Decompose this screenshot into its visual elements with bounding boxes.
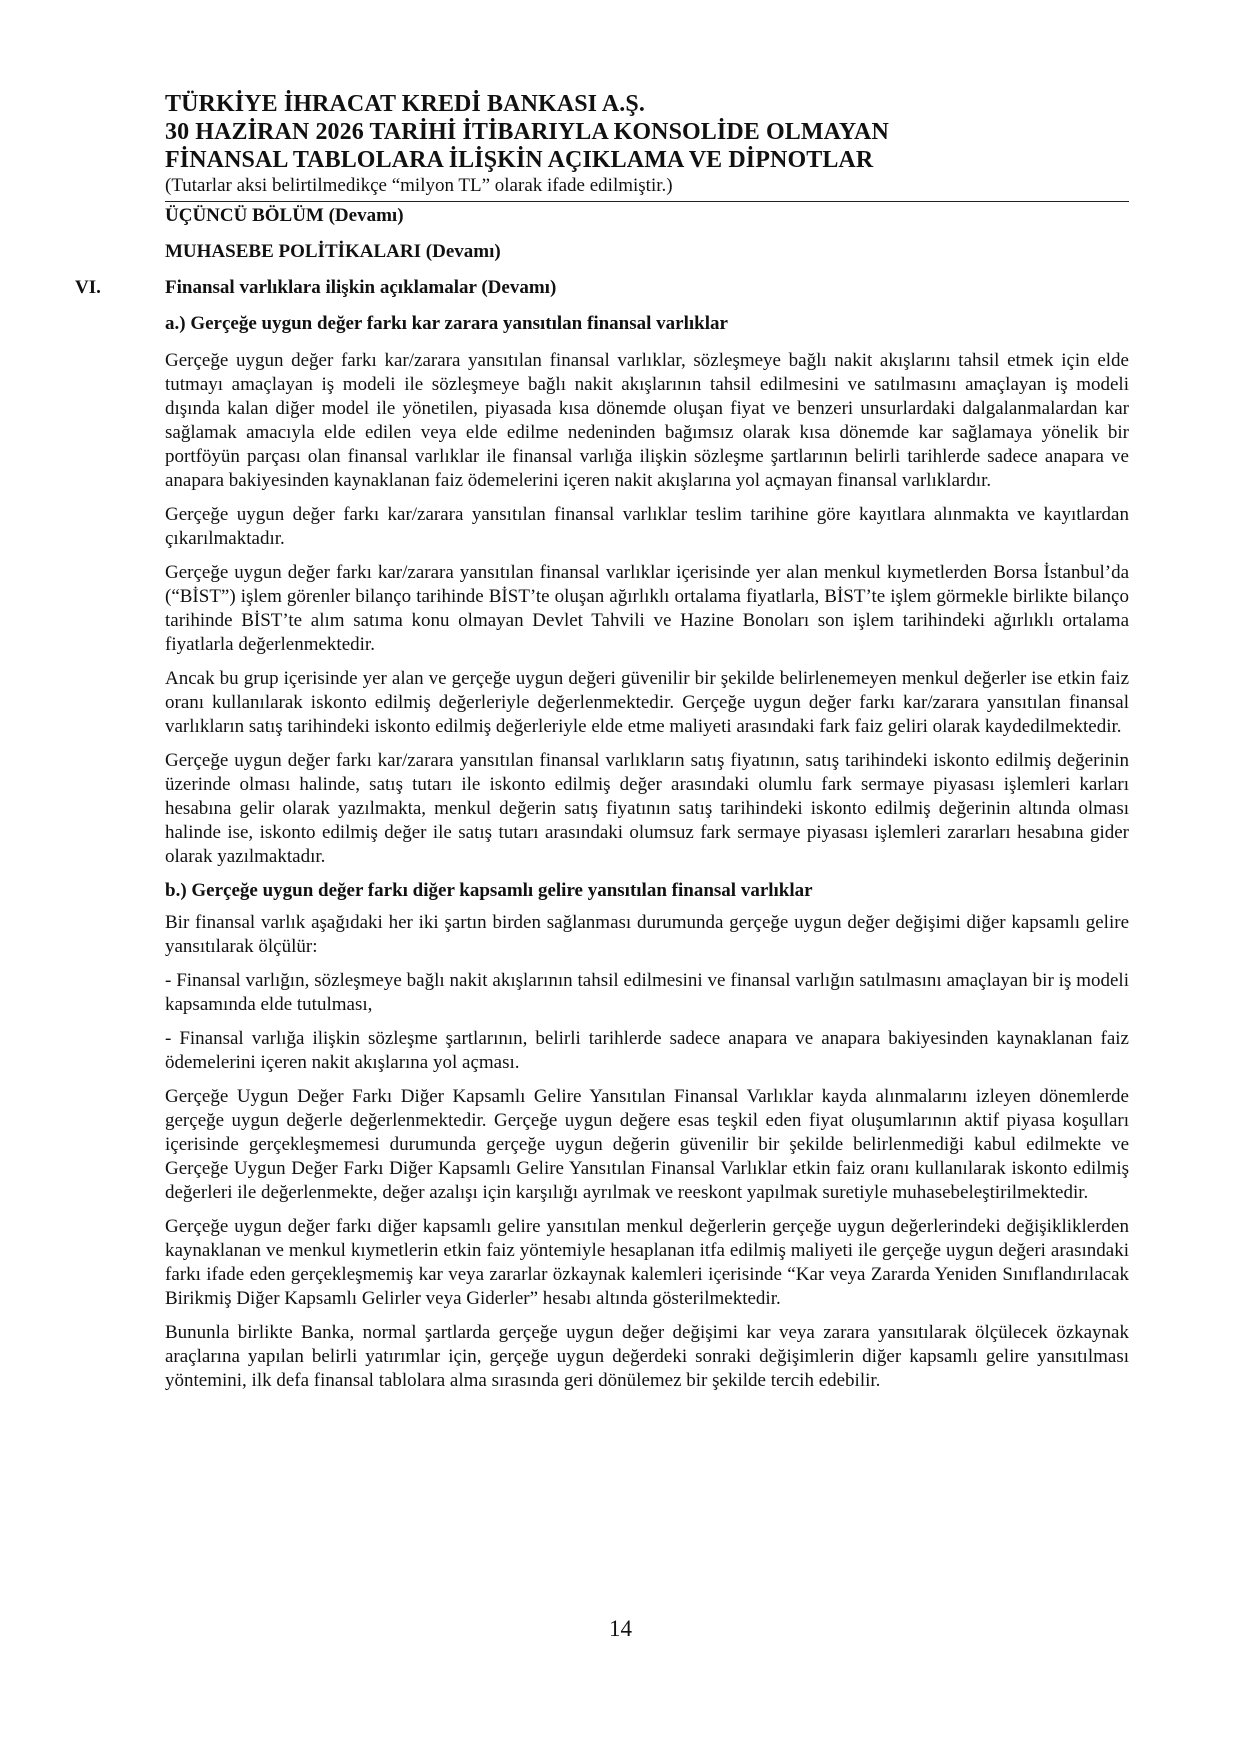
paragraph-a1: Gerçeğe uygun değer farkı kar/zarara yansıtılan finansal varlıklar, sözleşmeye bağlı nakit akışlarını tahsil etmek için elde tutmayı amaçlayan iş modeli ile sözleşmeye bağlı nakit akışlarının tahsil edilmesini ve satılmasını amaçlayan iş modeli dışında kalan diğer model ile yönetilen, piyasada kısa dönemde oluşan fiyat ve benzeri unsurlardaki dalgalanmalardan kar sağlamak amacıyla elde edilen veya elde edilme nedeninden bağımsız olarak kısa dönemde kar sağlamaya yönelik bir portföyün parçası olan finansal varlıklar ile finansal varlığa ilişkin sözleşme şartlarının belirli tarihlerde sadece anapara ve anapara bakiyesinden kaynaklanan faiz ödemelerini içeren nakit akışlarına yol açmayan finansal varlıklardır. <box>165 350 1129 491</box>
section-title: MUHASEBE POLİTİKALARI (Devamı) <box>165 241 501 262</box>
paragraph-a3: Gerçeğe uygun değer farkı kar/zarara yansıtılan finansal varlıklar içerisinde yer alan menkul kıymetlerden Borsa İstanbul’da (“BİST”) işlem görenler bilanço tarihinde BİST’te oluşan ağırlıklı ortalama fiyatlarla, BİST’te işlem görmekle birlikte bilanço tarihinde BİST’te alım satıma konu olmayan Devlet Tahvili ve Hazine Bonoları son işlem tarihindeki ağırlıklı ortalama fiyatlarla değerlenmektedir. <box>165 562 1129 655</box>
section-part: ÜÇÜNCÜ BÖLÜM (Devamı) <box>165 205 404 226</box>
paragraph-b4: Gerçeğe Uygun Değer Farkı Diğer Kapsamlı Gelire Yansıtılan Finansal Varlıklar kayda alınmalarını izleyen dönemlerde gerçeğe uygun değerle değerlenmektedir. Gerçeğe uygun değere esas teşkil eden fiyat oluşumlarının aktif piyasa koşulları içerisinde gerçekleşmemesi durumunda gerçeğe uygun değerin güvenilir bir şekilde belirlenmediği kabul edilmekte ve Gerçeğe Uygun Değer Farkı Diğer Kapsamlı Gelire Yansıtılan Finansal Varlıklar etkin faiz oranı kullanılarak iskonto edilmiş değerleri ile değerlenmekte, değer azalışı için karşılığı ayrılmak ve reeskont yapılmak suretiyle muhasebeleştirilmektedir. <box>165 1086 1129 1203</box>
document-body <box>165 349 1129 1403</box>
report-subject-title: FİNANSAL TABLOLARA İLİŞKİN AÇIKLAMA VE DİPNOTLAR <box>165 147 874 173</box>
report-date-title: 30 HAZİRAN 2026 TARİHİ İTİBARIYLA KONSOLİDE OLMAYAN <box>165 119 889 145</box>
currency-note: (Tutarlar aksi belirtilmedikçe “milyon TL” olarak ifade edilmiştir.) <box>165 175 673 196</box>
document-header <box>165 90 1129 198</box>
paragraph-a2: Gerçeğe uygun değer farkı kar/zarara yansıtılan finansal varlıklar teslim tarihine göre kayıtlara alınmakta ve kayıtlardan çıkarılmaktadır. <box>165 504 1129 549</box>
paragraph-a5: Gerçeğe uygun değer farkı kar/zarara yansıtılan finansal varlıkların satış fiyatının, satış tarihindeki iskonto edilmiş değerinin üzerinde olması halinde, satış tutarı ile iskonto edilmiş değer arasındaki olumlu fark sermaye piyasası işlemleri karları hesabına gelir olarak yazılmakta, menkul değerin satış fiyatının satış tarihindeki iskonto edilmiş değerinin altında olması halinde ise, iskonto edilmiş değer ile satış tutarı arasındaki olumsuz fark sermaye piyasası işlemleri zararları hesabına gider olarak yazılmaktadır. <box>165 750 1129 867</box>
section-heading: Finansal varlıklara ilişkin açıklamalar (Devamı) <box>165 277 557 298</box>
paragraph-b1: Bir finansal varlık aşağıdaki her iki şartın birden sağlanması durumunda gerçeğe uygun değer değişimi diğer kapsamlı gelire yansıtılarak ölçülür: <box>165 912 1129 957</box>
section-number: VI. <box>75 277 101 298</box>
header-divider <box>165 201 1129 202</box>
bank-name: TÜRKİYE İHRACAT KREDİ BANKASI A.Ş. <box>165 91 645 117</box>
subsection-a-heading: a.) Gerçeğe uygun değer farkı kar zarara yansıtılan finansal varlıklar <box>165 313 728 334</box>
subsection-b-heading: b.) Gerçeğe uygun değer farkı diğer kapsamlı gelire yansıtılan finansal varlıklar <box>165 880 813 901</box>
paragraph-b6: Bununla birlikte Banka, normal şartlarda gerçeğe uygun değer değişimi kar veya zarara yansıtılarak ölçülecek özkaynak araçlarına yapılan belirli yatırımlar için, gerçeğe uygun değerdeki sonraki değişimlerin diğer kapsamlı gelire yansıtılması yöntemini, ilk defa finansal tablolara alma sırasında geri dönülemez bir şekilde tercih edebilir. <box>165 1322 1129 1391</box>
page-number: 14 <box>609 1616 632 1641</box>
paragraph-b2: - Finansal varlığın, sözleşmeye bağlı nakit akışlarının tahsil edilmesini ve finansal varlığın satılmasını amaçlayan bir iş modeli kapsamında elde tutulması, <box>165 970 1129 1015</box>
paragraph-b5: Gerçeğe uygun değer farkı diğer kapsamlı gelire yansıtılan menkul değerlerin gerçeğe uygun değerlerindeki değişikliklerden kaynaklanan ve menkul kıymetlerin etkin faiz yöntemiyle hesaplanan itfa edilmiş maliyeti ile gerçeğe uygun değeri arasındaki farkı ifade eden gerçekleşmemiş kar veya zararlar özkaynak kalemleri içerisinde “Kar veya Zararda Yeniden Sınıflandırılacak Birikmiş Diğer Kapsamlı Gelirler veya Giderler” hesabı altında gösterilmektedir. <box>165 1216 1129 1309</box>
paragraph-b3: - Finansal varlığa ilişkin sözleşme şartlarının, belirli tarihlerde sadece anapara ve anapara bakiyesinden kaynaklanan faiz ödemelerini içeren nakit akışlarına yol açması. <box>165 1028 1129 1073</box>
paragraph-a4: Ancak bu grup içerisinde yer alan ve gerçeğe uygun değeri güvenilir bir şekilde belirlenemeyen menkul değerler ise etkin faiz oranı kullanılarak iskonto edilmiş değerleriyle değerlenmektedir. Gerçeğe uygun değer farkı kar/zarara yansıtılan finansal varlıkların satış tarihindeki iskonto edilmiş değerleriyle elde etme maliyeti arasındaki fark faiz geliri olarak kaydedilmektedir. <box>165 668 1129 737</box>
